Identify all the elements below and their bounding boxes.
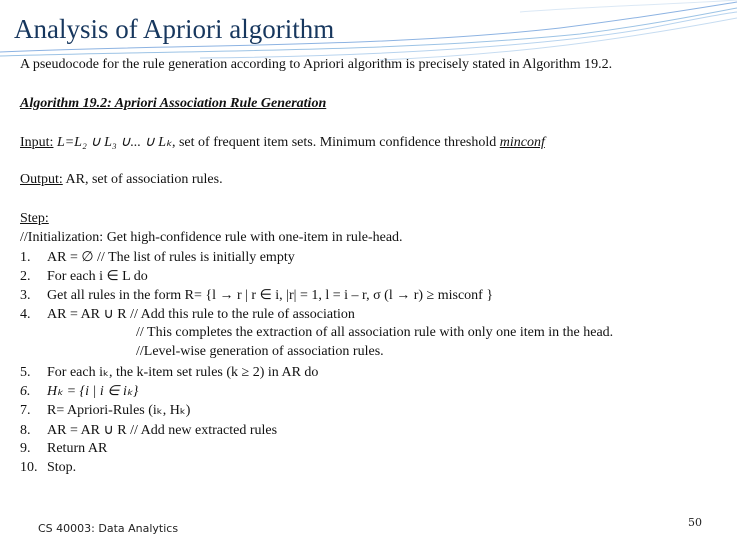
minconf-term: minconf	[499, 135, 545, 150]
input-label: Input:	[20, 135, 54, 150]
step-number: 10.	[20, 460, 38, 475]
input-line	[20, 134, 545, 151]
step-number: 2.	[20, 269, 31, 284]
step-number: 4.	[20, 307, 31, 322]
step-text: Return AR	[47, 441, 108, 456]
step-text: Get all rules in the form R= {l → r | r ∈ i, |r| = 1, l = i – r, σ (l → r) ≥ misconf }	[47, 288, 494, 303]
step-text: AR = AR ∪ R // Add new extracted rules	[47, 423, 278, 438]
step-line	[20, 306, 355, 323]
intro-text: A pseudocode for the rule generation according to Apriori algorithm is precisely stated in Algorithm 19.2.	[20, 57, 613, 72]
step-number: 7.	[20, 403, 31, 418]
step-line	[20, 364, 318, 381]
comment-line: //Level-wise generation of association rules.	[136, 344, 384, 359]
step-number: 5.	[20, 365, 31, 380]
step-line	[20, 441, 107, 457]
step-line	[20, 268, 148, 285]
step-number: 1.	[20, 250, 31, 265]
page-number: 50	[688, 516, 702, 529]
output-line	[20, 172, 223, 188]
step-text: For each iₖ, the k-item set rules (k ≥ 2) in AR do	[47, 365, 319, 380]
step-text: Stop.	[47, 460, 77, 475]
step-text: Hₖ = {i | i ∈ iₖ}	[47, 384, 139, 399]
step-line	[20, 422, 277, 439]
step-line	[20, 383, 138, 400]
output-label: Output:	[20, 172, 63, 187]
step-number: 3.	[20, 288, 31, 303]
step-text: For each i ∈ L do	[47, 269, 148, 284]
step-number: 6.	[20, 384, 31, 399]
step-text: AR = ∅ // The list of rules is initially empty	[47, 250, 295, 265]
step-number: 8.	[20, 423, 31, 438]
comment-line: // This completes the extraction of all association rule with only one item in the head.	[136, 325, 614, 340]
step-text: AR = AR ∪ R // Add this rule to the rule of association	[47, 307, 355, 322]
step-line	[20, 460, 76, 476]
output-text: AR, set of association rules.	[65, 172, 223, 187]
init-comment: //Initialization: Get high-confidence rule with one-item in rule-head.	[20, 230, 403, 245]
footer-course: CS 40003: Data Analytics	[38, 522, 179, 535]
input-description: , set of frequent item sets. Minimum confidence threshold	[171, 135, 497, 150]
step-text: R= Apriori-Rules (iₖ, Hₖ)	[47, 403, 191, 418]
slide-title: Analysis of Apriori algorithm	[14, 14, 335, 44]
step-label: Step:	[20, 211, 49, 226]
input-formula: L=L₂ ∪ L₃ ∪... ∪ Lₖ	[56, 135, 172, 150]
step-line	[20, 402, 190, 419]
step-line	[20, 287, 493, 304]
algorithm-heading: Algorithm 19.2: Apriori Association Rule Generation	[20, 96, 327, 111]
step-number: 9.	[20, 441, 31, 456]
step-line	[20, 249, 295, 266]
